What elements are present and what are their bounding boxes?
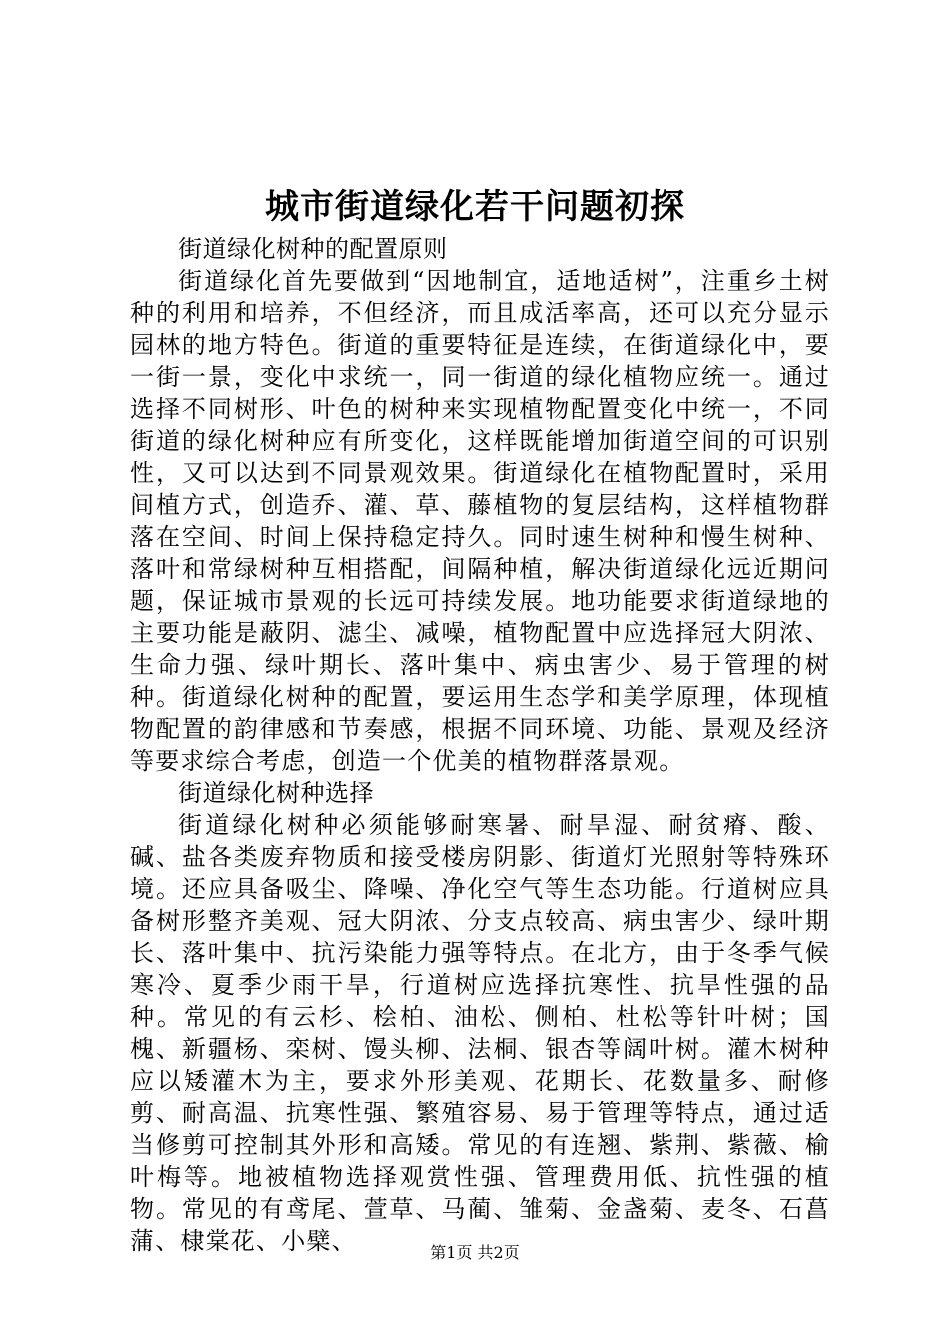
- paragraph-tree-selection: 街道绿化树种必须能够耐寒暑、耐旱湿、耐贫瘠、酸、碱、盐各类废弃物质和接受楼房阴影、街道灯光照射等特殊环境。还应具备吸尘、降噪、净化空气等生态功能。行道树应具备树形整齐美观、冠大阴浓、分支点较高、病虫害少、绿叶期长、落叶集中、抗污染能力强等特点。在北方，由于冬季气候寒冷、夏季少雨干旱，行道树应选择抗寒性、抗旱性强的品种。常见的有云杉、桧柏、油松、侧柏、杜松等针叶树；国槐、新疆杨、栾树、馒头柳、法桐、银杏等阔叶树。灌木树种应以矮灌木为主，要求外形美观、花期长、花数量多、耐修剪、耐高温、抗寒性强、繁殖容易、易于管理等特点，通过适当修剪可控制其外形和高矮。常见的有连翘、紫荆、紫薇、榆叶梅等。地被植物选择观赏性强、管理费用低、抗性强的植物。常见的有鸢尾、萱草、马蔺、雏菊、金盏菊、麦冬、石菖蒲、棣棠花、小檗、: [130, 811, 830, 1255]
- document-body: [130, 233, 830, 1257]
- section-heading-tree-selection: 街道绿化树种选择: [178, 779, 374, 807]
- section-heading-config-principle: 街道绿化树种的配置原则: [178, 235, 448, 263]
- page-footer: 第1页 共2页: [430, 1243, 520, 1262]
- document-title: 城市街道绿化若干问题初探: [265, 187, 685, 227]
- paragraph-config-principle: 街道绿化首先要做到“因地制宜，适地适树”，注重乡土树种的利用和培养，不但经济，而且成活率高，还可以充分显示园林的地方特色。街道的重要特征是连续，在街道绿化中，要一街一景，变化中求统一，同一街道的绿化植物应统一。通过选择不同树形、叶色的树种来实现植物配置变化中统一，不同街道的绿化树种应有所变化，这样既能增加街道空间的可识别性，又可以达到不同景观效果。街道绿化在植物配置时，采用间植方式，创造乔、灌、草、藤植物的复层结构，这样植物群落在空间、时间上保持稳定持久。同时速生树种和慢生树种、落叶和常绿树种互相搭配，间隔种植，解决街道绿化远近期问题，保证城市景观的长远可持续发展。地功能要求街道绿地的主要功能是蔽阴、滤尘、减噪，植物配置中应选择冠大阴浓、生命力强、绿叶期长、落叶集中、病虫害少、易于管理的树种。街道绿化树种的配置，要运用生态学和美学原理，体现植物配置的韵律感和节奏感，根据不同环境、功能、景观及经济等要求综合考虑，创造一个优美的植物群落景观。: [130, 267, 830, 775]
